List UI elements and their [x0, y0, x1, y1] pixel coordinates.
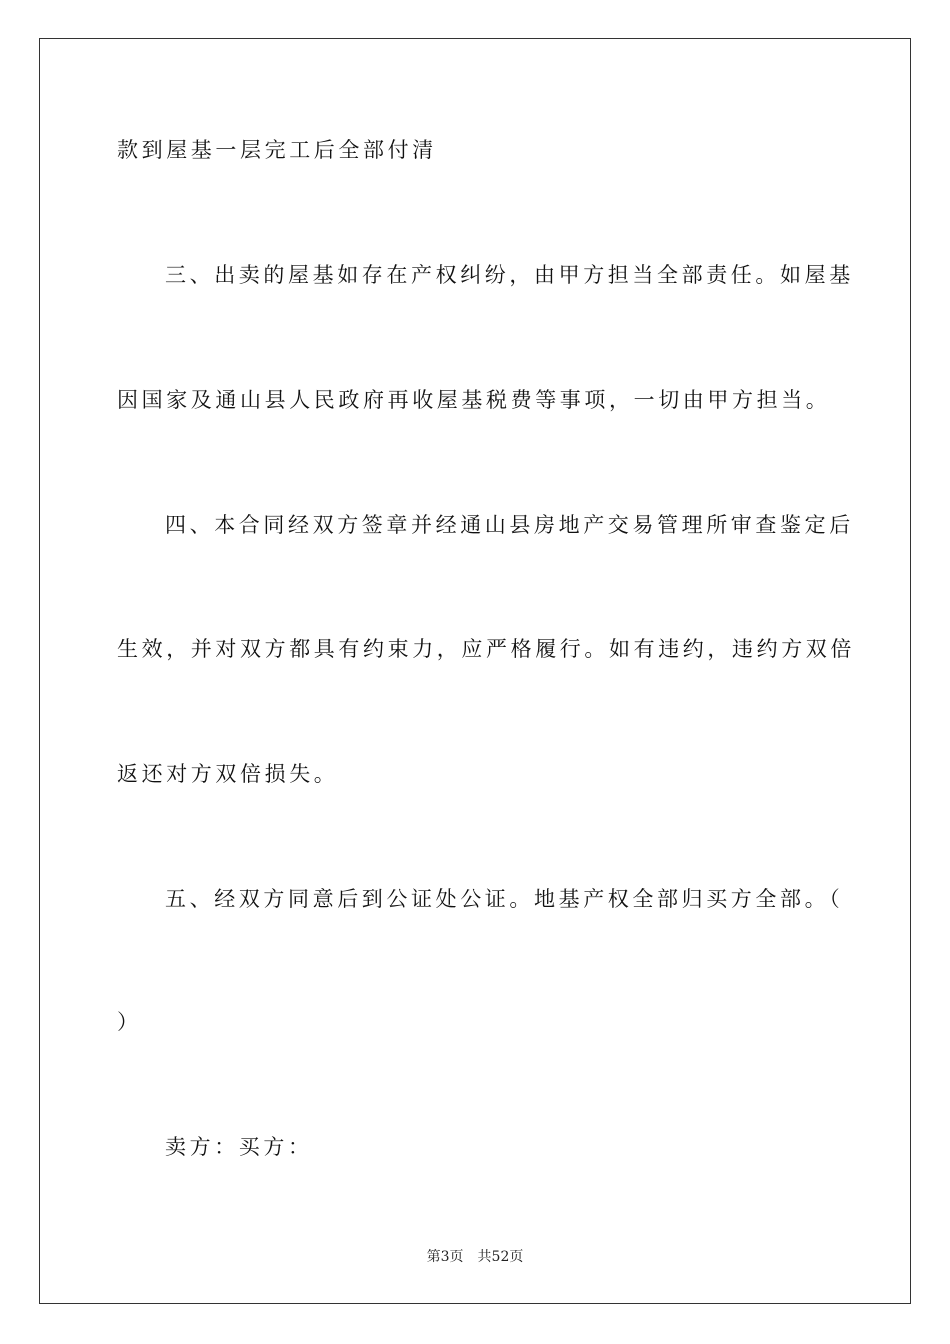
page-label-prefix: 第: [426, 1249, 441, 1265]
signature-line: 卖方：买方：: [165, 1135, 313, 1159]
page-total: 52: [491, 1249, 510, 1265]
paragraph-line: ）: [117, 1010, 142, 1034]
page-border: [39, 38, 911, 1304]
page-current: 3: [440, 1249, 450, 1265]
page-footer: [0, 1247, 950, 1267]
paragraph-line: 因国家及通山县人民政府再收屋基税费等事项，一切由甲方担当。: [117, 388, 831, 412]
page-label-suffix: 页: [509, 1249, 524, 1265]
paragraph-line: 返还对方双倍损失。: [117, 762, 339, 786]
paragraph-line: 生效，并对双方都具有约束力，应严格履行。如有违约，违约方双倍: [117, 637, 855, 661]
paragraph-line: 五、经双方同意后到公证处公证。地基产权全部归买方全部。（: [165, 887, 844, 911]
paragraph-line: 四、本合同经双方签章并经通山县房地产交易管理所审查鉴定后: [165, 513, 854, 537]
page-label-mid: 页 共: [449, 1249, 492, 1265]
paragraph-line: 款到屋基一层完工后全部付清: [117, 138, 437, 162]
paragraph-line: 三、出卖的屋基如存在产权纠纷，由甲方担当全部责任。如屋基: [165, 263, 854, 287]
